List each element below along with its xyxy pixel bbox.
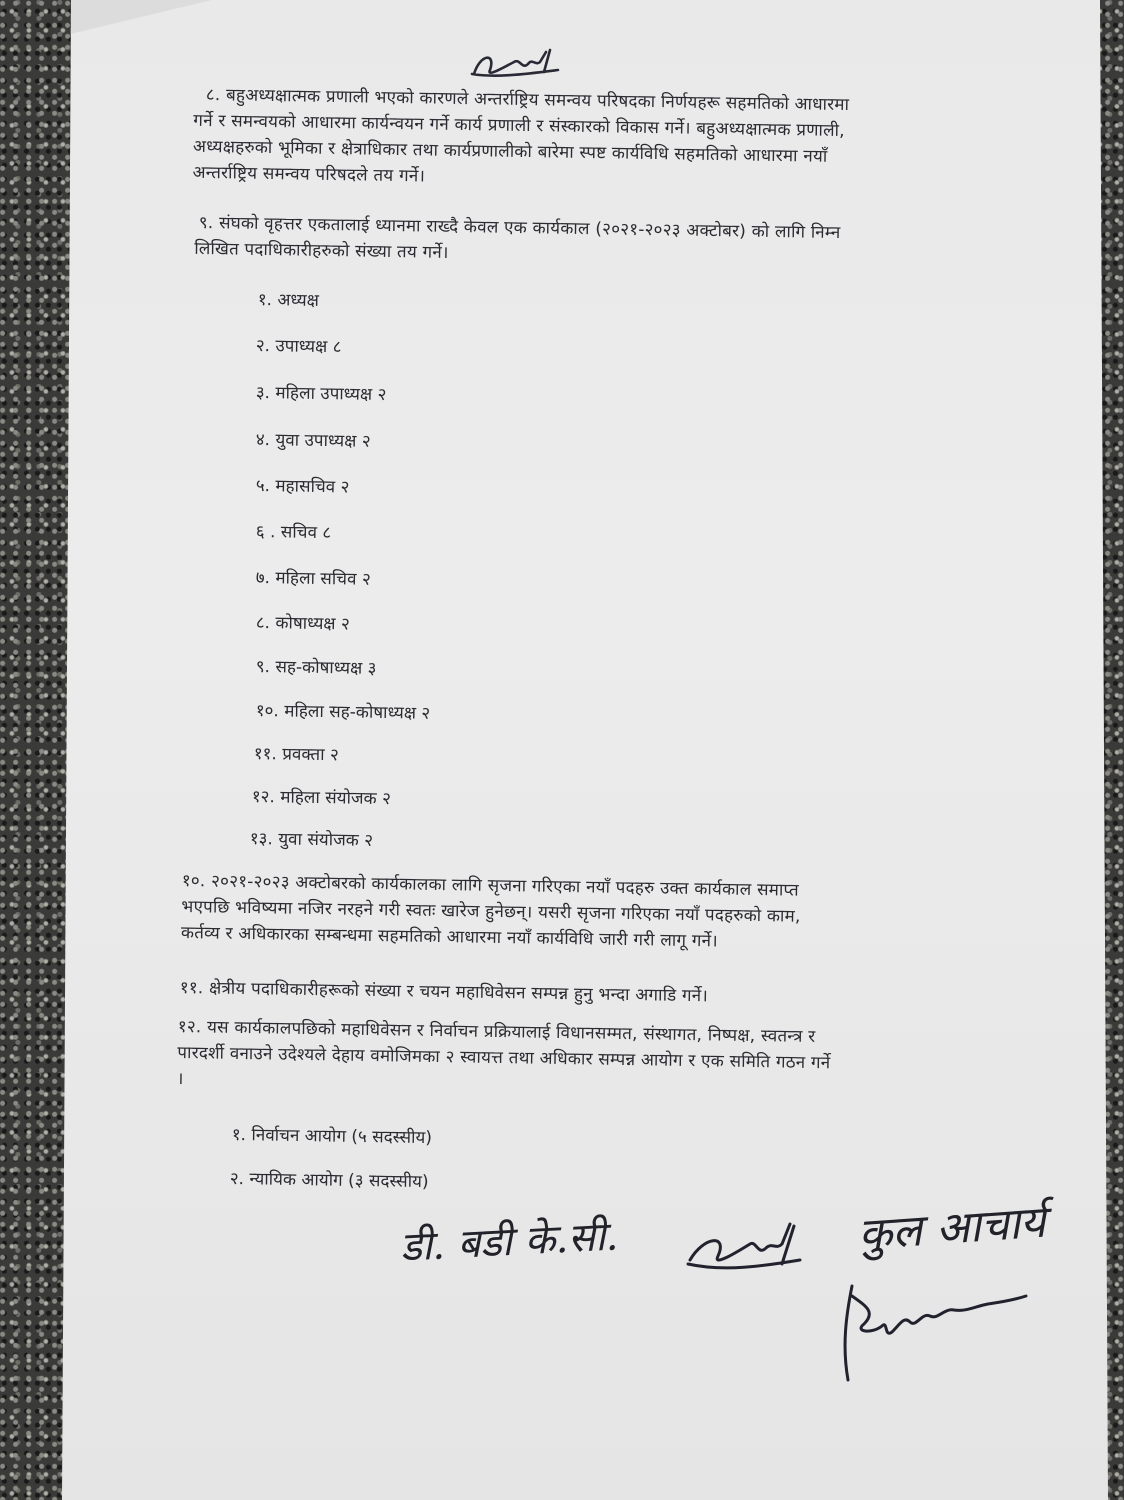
bottom-signature-icon — [826, 1276, 1036, 1386]
paragraph-line: ११. क्षेत्रीय पदाधिकारीहरूको संख्या र चयन महाधिवेसन सम्पन्न हुनु भन्दा अगाडि गर्ने। — [179, 977, 709, 1007]
paragraph-8 — [192, 82, 850, 196]
position-item: १. अध्यक्ष — [257, 289, 320, 311]
position-item: ४. युवा उपाध्यक्ष २ — [255, 429, 371, 452]
paragraph-line: । — [176, 1068, 184, 1090]
paragraph-line: १२. यस कार्यकालपछिको महाधिवेसन र निर्वाचन प्रक्रियालाई विधानसम्मत, संस्थागत, निष्पक्ष, स्वतन्त्र र — [177, 1016, 816, 1048]
paragraph-line: ९. संघको वृहत्तर एकतालाई ध्यानमा राख्दै केवल एक कार्यकाल (२०२१-२०२३ अक्टोबर) को लागि निम्न — [198, 212, 841, 244]
paragraph-line: पारदर्शी वनाउने उदेश्यले देहाय वमोजिमका २ स्वायत्त तथा अधिकार सम्पन्न आयोग र एक समिति गठन गर्ने — [177, 1042, 831, 1074]
paragraph-line: ८. बहुअध्यक्षात्मक प्रणाली भएको कारणले अन्तर्राष्ट्रिय समन्वय परिषदका निर्णयहरू सहमतिको आधारमा — [205, 84, 850, 116]
paragraph-line: १०. २०२१-२०२३ अक्टोबरको कार्यकालका लागि सृजना गरिएका नयाँ पदहरु उक्त कार्यकाल समाप्त — [181, 870, 799, 901]
paragraph-line: भएपछि भविष्यमा नजिर नरहने गरी स्वतः खारेज हुनेछन्। यसरी सृजना गरिएका नयाँ पदहरुको काम, — [181, 896, 801, 927]
commission-item: २. न्यायिक आयोग (३ सदस्सीय) — [229, 1168, 429, 1193]
paragraph-line: अन्तर्राष्ट्रिय समन्वय परिषदले तय गर्ने। — [192, 162, 426, 187]
position-item: १२. महिला संयोजक २ — [251, 786, 392, 810]
top-signature-icon — [466, 44, 566, 84]
position-item: ११. प्रवक्ता २ — [253, 743, 340, 766]
position-item: ३. महिला उपाध्यक्ष २ — [255, 382, 387, 406]
paragraph-line: अध्यक्षहरुको भूमिका र क्षेत्राधिकार तथा कार्यप्रणालीको बारेमा स्पष्ट कार्यविधि सहमतिको आधारमा नयाँ — [192, 136, 828, 167]
position-item: ६ . सचिव ८ — [255, 521, 332, 544]
position-item: २. उपाध्यक्ष ८ — [255, 335, 342, 358]
position-item: १३. युवा संयोजक २ — [249, 828, 374, 851]
signature-name-two: कुल आचार्य — [856, 1196, 1048, 1261]
paragraph-line: लिखित पदाधिकारीहरुको संख्या तय गर्ने। — [194, 238, 449, 263]
position-item: १०. महिला सह-कोषाध्यक्ष २ — [255, 700, 431, 724]
signature-name-one: डी. बडी के.सी. — [399, 1213, 620, 1271]
paragraph-10 — [181, 868, 801, 956]
paragraph-11 — [180, 975, 709, 1009]
position-item: ७. महिला सचिव २ — [255, 567, 371, 590]
position-item: ९. सह-कोषाध्यक्ष ३ — [255, 656, 377, 679]
paragraph-line: गर्ने र समन्वयको आधारमा कार्यन्वयन गर्ने कार्य प्रणाली र संस्कारको विकास गर्ने। बहुअध्यक्षात्मक प्रणाली, — [193, 110, 845, 142]
paragraph-12 — [177, 1014, 831, 1102]
commission-item: १. निर्वाचन आयोग (५ सदस्सीय) — [231, 1124, 433, 1149]
signature-scribble-icon — [684, 1216, 804, 1280]
paragraph-line: कर्तव्य र अधिकारका सम्बन्धमा सहमतिको आधारमा नयाँ कार्यविधि जारी गरी लागू गर्ने। — [180, 922, 719, 952]
position-item: ५. महासचिव २ — [255, 475, 350, 498]
paragraph-9 — [194, 210, 841, 272]
position-item: ८. कोषाध्यक्ष २ — [255, 612, 350, 635]
